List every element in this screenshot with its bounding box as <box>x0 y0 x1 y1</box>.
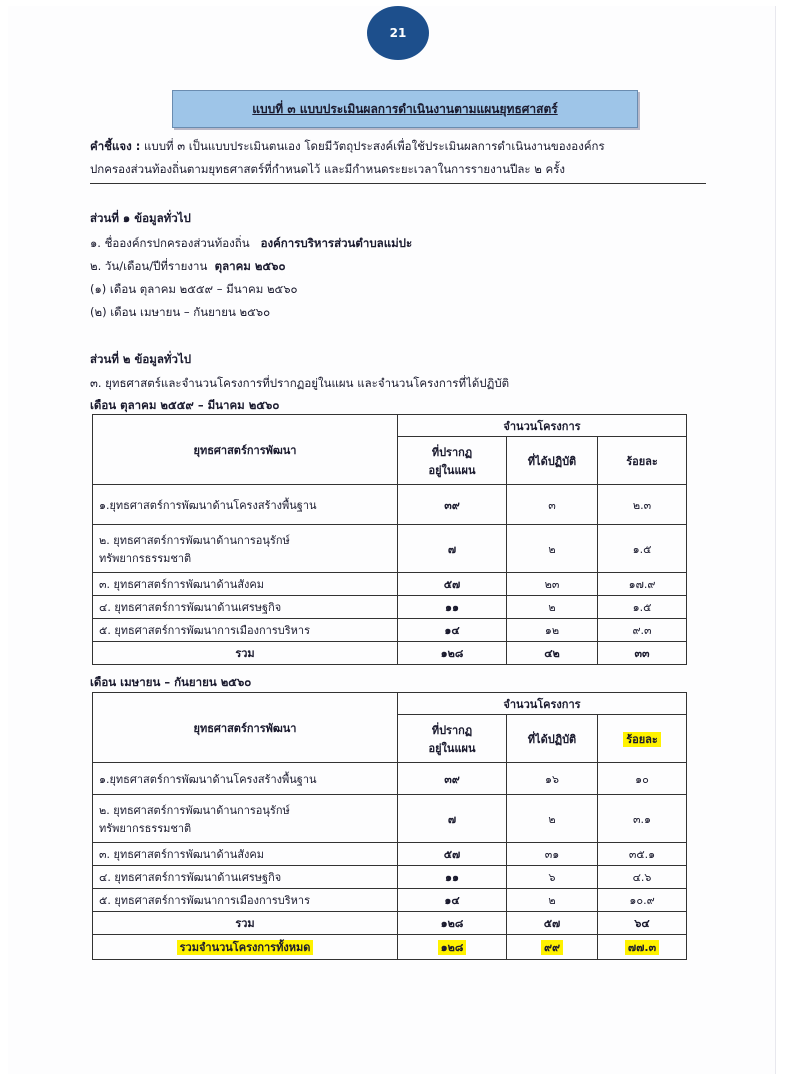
percent-cell: ๑๐.๙ <box>598 889 687 912</box>
done-cell: ๖ <box>507 866 598 889</box>
percent-cell: ๒.๓ <box>598 485 687 525</box>
strategy-line-1: ๒. ยุทธศาสตร์การพัฒนาด้านการอนุรักษ์ <box>99 533 290 547</box>
in-plan-cell: ๑๔ <box>398 619 507 642</box>
total-percent: ๓๓ <box>598 642 687 665</box>
done-cell: ๒ <box>507 889 598 912</box>
total-done: ๔๒ <box>507 642 598 665</box>
percent-cell: ๔.๖ <box>598 866 687 889</box>
strategy-cell: ๓. ยุทธศาสตร์การพัฒนาด้านสังคม <box>93 843 398 866</box>
done-cell: ๒ <box>507 795 598 843</box>
grand-total-done: ๙๙ <box>541 940 563 955</box>
total-percent: ๖๔ <box>598 912 687 935</box>
total-done: ๕๗ <box>507 912 598 935</box>
explanation-line2: ปกครองส่วนท้องถิ่นตามยุทธศาสตร์ที่กำหนดไว้ และมีกำหนดระยะเวลาในการรายงานปีละ ๒ ครั้ง <box>90 162 565 176</box>
header-projects: จำนวนโครงการ <box>398 415 687 437</box>
report-date-value: ตุลาคม ๒๕๖๐ <box>214 259 286 273</box>
grand-total-percent-cell <box>598 935 687 960</box>
grand-total-percent: ๗๗.๓ <box>625 940 659 955</box>
header-in-plan <box>398 715 507 763</box>
percent-cell: ๓๕.๑ <box>598 843 687 866</box>
header-in-plan <box>398 437 507 485</box>
table-row <box>93 619 687 642</box>
org-name-label: ๑. ชื่อองค์กรปกครองส่วนท้องถิ่น <box>90 236 250 250</box>
percent-cell: ๙.๓ <box>598 619 687 642</box>
header-done: ที่ได้ปฏิบัติ <box>507 437 598 485</box>
table-row <box>93 596 687 619</box>
header-strategy: ยุทธศาสตร์การพัฒนา <box>93 415 398 485</box>
explanation-label: คำชี้แจง : <box>90 139 141 153</box>
period-1-line: (๑) เดือน ตุลาคม ๒๕๕๙ – มีนาคม ๒๕๖๐ <box>90 282 298 296</box>
strategy-cell: ๑.ยุทธศาสตร์การพัฒนาด้านโครงสร้างพื้นฐาน <box>93 763 398 795</box>
total-label: รวม <box>93 642 398 665</box>
done-cell: ๑๒ <box>507 619 598 642</box>
done-cell: ๑๖ <box>507 763 598 795</box>
part2-heading: ส่วนที่ ๒ ข้อมูลทั่วไป <box>90 352 192 366</box>
page-number: 21 <box>389 26 407 40</box>
in-plan-cell: ๑๔ <box>398 889 507 912</box>
header-percent: ร้อยละ <box>598 437 687 485</box>
percent-cell: ๑.๕ <box>598 596 687 619</box>
percent-cell: ๑.๕ <box>598 525 687 573</box>
grand-total-label-cell <box>93 935 398 960</box>
in-plan-cell: ๑๑ <box>398 596 507 619</box>
table-row <box>93 485 687 525</box>
in-plan-cell: ๓๙ <box>398 485 507 525</box>
total-in-plan: ๑๒๘ <box>398 642 507 665</box>
divider-rule <box>90 183 706 184</box>
page-number-badge <box>367 6 429 60</box>
explanation-text-1: แบบที่ ๓ เป็นแบบประเมินตนเอง โดยมีวัตถุประสงค์เพื่อใช้ประเมินผลการดำเนินงานขององค์กร <box>143 139 605 153</box>
header-projects: จำนวนโครงการ <box>398 693 687 715</box>
table-row <box>93 795 687 843</box>
item3-line: ๓. ยุทธศาสตร์และจำนวนโครงการที่ปรากฏอยู่ในแผน และจำนวนโครงการที่ได้ปฏิบัติ <box>90 376 510 390</box>
table-total-row <box>93 912 687 935</box>
report-date-label: ๒. วัน/เดือน/ปีที่รายงาน <box>90 259 208 273</box>
in-plan-cell: ๓๙ <box>398 763 507 795</box>
header-done: ที่ได้ปฏิบัติ <box>507 715 598 763</box>
table1-period: เดือน ตุลาคม ๒๕๕๙ – มีนาคม ๒๕๖๐ <box>90 398 280 412</box>
table-row <box>93 889 687 912</box>
grand-total-in-plan: ๑๒๘ <box>438 940 467 955</box>
percent-cell: ๑๗.๙ <box>598 573 687 596</box>
percent-cell: ๓.๑ <box>598 795 687 843</box>
strategy-cell <box>93 525 398 573</box>
period-2-line: (๒) เดือน เมษายน – กันยายน ๒๕๖๐ <box>90 305 271 319</box>
table-total-row <box>93 642 687 665</box>
grand-total-label: รวมจำนวนโครงการทั้งหมด <box>177 940 314 955</box>
table-row <box>93 525 687 573</box>
table-row <box>93 763 687 795</box>
header-percent-highlight: ร้อยละ <box>623 732 661 747</box>
form-title-text: แบบที่ ๓ แบบประเมินผลการดำเนินงานตามแผนยุทธศาสตร์ <box>252 101 558 116</box>
grand-total-done-cell <box>507 935 598 960</box>
strategy-cell: ๕. ยุทธศาสตร์การพัฒนาการเมืองการบริหาร <box>93 619 398 642</box>
org-name-line <box>90 235 412 251</box>
strategy-cell: ๔. ยุทธศาสตร์การพัฒนาด้านเศรษฐกิจ <box>93 866 398 889</box>
table-row <box>93 843 687 866</box>
strategy-cell <box>93 795 398 843</box>
table-row <box>93 573 687 596</box>
part1-heading: ส่วนที่ ๑ ข้อมูลทั่วไป <box>90 211 191 225</box>
total-label: รวม <box>93 912 398 935</box>
strategy-cell: ๕. ยุทธศาสตร์การพัฒนาการเมืองการบริหาร <box>93 889 398 912</box>
in-plan-cell: ๕๗ <box>398 573 507 596</box>
header-in-plan-2: อยู่ในแผน <box>428 463 476 477</box>
strategy-cell: ๓. ยุทธศาสตร์การพัฒนาด้านสังคม <box>93 573 398 596</box>
in-plan-cell: ๑๑ <box>398 866 507 889</box>
table-header-row <box>93 415 687 437</box>
done-cell: ๓๑ <box>507 843 598 866</box>
explanation-line1 <box>90 138 605 154</box>
table2-period: เดือน เมษายน – กันยายน ๒๕๖๐ <box>90 675 252 689</box>
done-cell: ๒๓ <box>507 573 598 596</box>
table-period-1 <box>92 414 687 665</box>
report-date-line <box>90 258 286 274</box>
form-title <box>172 90 638 128</box>
grand-total-in-plan-cell <box>398 935 507 960</box>
strategy-cell: ๔. ยุทธศาสตร์การพัฒนาด้านเศรษฐกิจ <box>93 596 398 619</box>
table-header-row <box>93 693 687 715</box>
in-plan-cell: ๗ <box>398 525 507 573</box>
org-name-value: องค์การบริหารส่วนตำบลแม่ปะ <box>260 236 413 250</box>
in-plan-cell: ๕๗ <box>398 843 507 866</box>
strategy-line-2: ทรัพยากรธรรมชาติ <box>99 551 192 565</box>
done-cell: ๒ <box>507 525 598 573</box>
header-in-plan-1: ที่ปรากฏ <box>431 445 473 459</box>
table-period-2 <box>92 692 687 960</box>
strategy-line-2: ทรัพยากรธรรมชาติ <box>99 821 192 835</box>
done-cell: ๒ <box>507 596 598 619</box>
header-percent <box>598 715 687 763</box>
done-cell: ๓ <box>507 485 598 525</box>
strategy-cell: ๑.ยุทธศาสตร์การพัฒนาด้านโครงสร้างพื้นฐาน <box>93 485 398 525</box>
table-row <box>93 866 687 889</box>
header-in-plan-2: อยู่ในแผน <box>428 741 476 755</box>
total-in-plan: ๑๒๘ <box>398 912 507 935</box>
strategy-line-1: ๒. ยุทธศาสตร์การพัฒนาด้านการอนุรักษ์ <box>99 803 290 817</box>
percent-cell: ๑๐ <box>598 763 687 795</box>
in-plan-cell: ๗ <box>398 795 507 843</box>
header-in-plan-1: ที่ปรากฏ <box>431 723 473 737</box>
grand-total-row <box>93 935 687 960</box>
header-strategy: ยุทธศาสตร์การพัฒนา <box>93 693 398 763</box>
